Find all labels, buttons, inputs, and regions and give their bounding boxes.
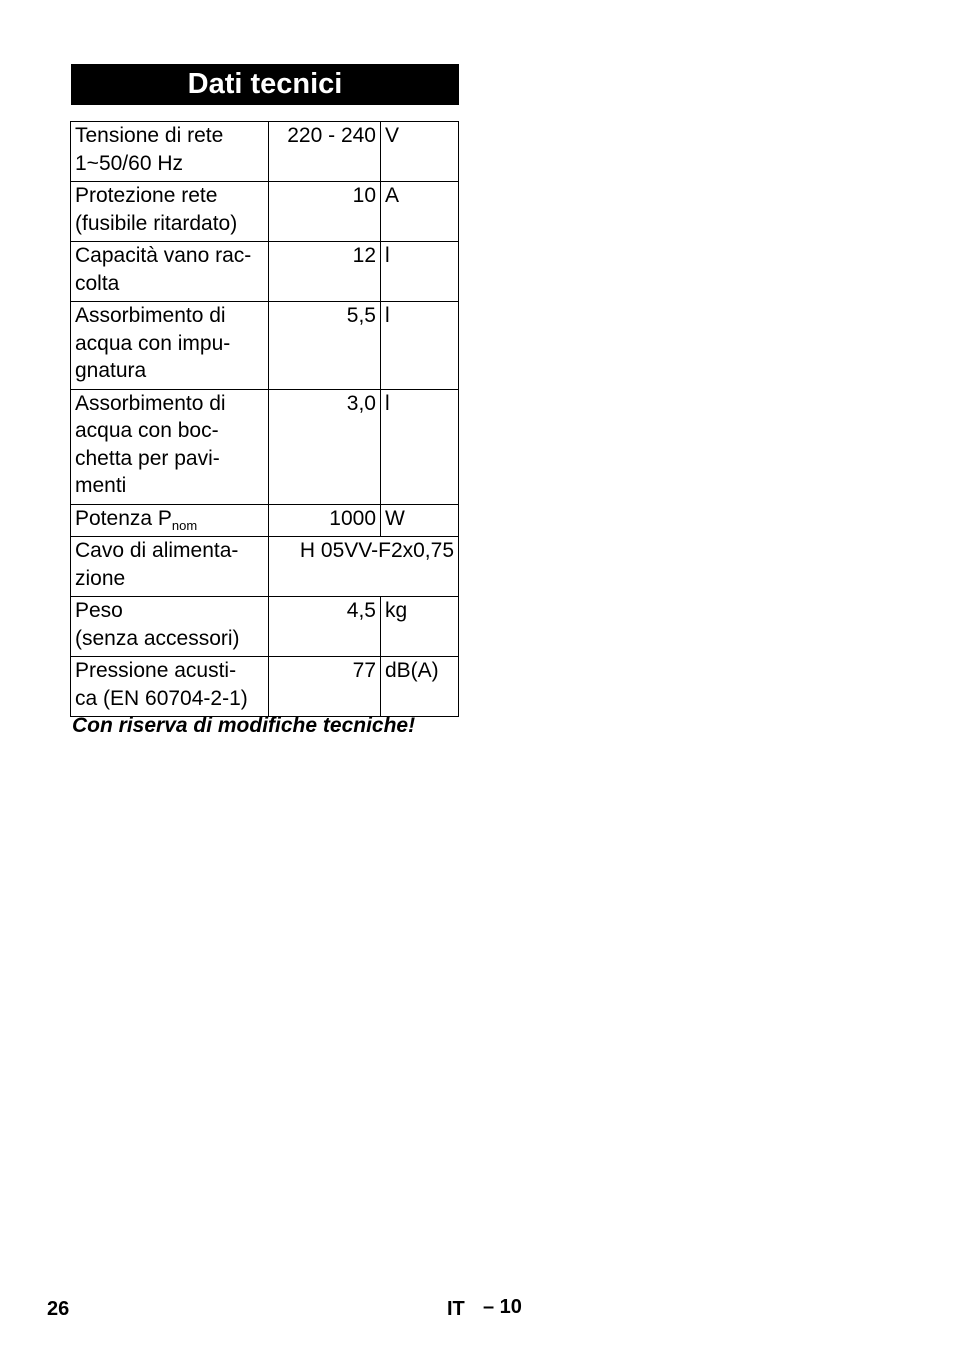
spec-value: 77 bbox=[269, 657, 381, 717]
spec-label: Assorbimento di acqua con boc- chetta per pavi- menti bbox=[71, 389, 269, 504]
spec-label: Peso (senza accessori) bbox=[71, 597, 269, 657]
spec-unit: kg bbox=[381, 597, 459, 657]
spec-unit: l bbox=[381, 389, 459, 504]
spec-label: Assorbimento di acqua con impu- gnatura bbox=[71, 302, 269, 390]
language-code: IT bbox=[447, 1298, 465, 1320]
spec-value: 10 bbox=[269, 182, 381, 242]
modification-note: Con riserva di modifiche tecniche! bbox=[72, 714, 416, 737]
table-row bbox=[71, 537, 459, 597]
spec-label: Pressione acusti- ca (EN 60704-2-1) bbox=[71, 657, 269, 717]
spec-unit: W bbox=[381, 504, 459, 537]
spec-label-text: Potenza P bbox=[75, 506, 172, 530]
section-page-ref: – 10 bbox=[483, 1296, 522, 1318]
spec-value: 3,0 bbox=[269, 389, 381, 504]
spec-value: 220 - 240 bbox=[269, 122, 381, 182]
table-row bbox=[71, 242, 459, 302]
table-row bbox=[71, 504, 459, 537]
spec-value: 4,5 bbox=[269, 597, 381, 657]
spec-label: Cavo di alimenta- zione bbox=[71, 537, 269, 597]
spec-label: Protezione rete (fusibile ritardato) bbox=[71, 182, 269, 242]
spec-label-subscript: nom bbox=[171, 517, 198, 533]
table-row bbox=[71, 389, 459, 504]
page-number: 26 bbox=[47, 1298, 70, 1320]
section-title: Dati tecnici bbox=[71, 64, 459, 105]
spec-unit: V bbox=[381, 122, 459, 182]
spec-unit: dB(A) bbox=[381, 657, 459, 717]
technical-data-table bbox=[70, 121, 459, 717]
table-row bbox=[71, 597, 459, 657]
table-row bbox=[71, 182, 459, 242]
spec-value: 5,5 bbox=[269, 302, 381, 390]
spec-value: 12 bbox=[269, 242, 381, 302]
spec-label: Tensione di rete 1~50/60 Hz bbox=[71, 122, 269, 182]
table-row bbox=[71, 122, 459, 182]
table-row bbox=[71, 657, 459, 717]
table-row bbox=[71, 302, 459, 390]
spec-value: 1000 bbox=[269, 504, 381, 537]
spec-value: H 05VV-F2x0,75 bbox=[269, 537, 459, 597]
spec-unit: A bbox=[381, 182, 459, 242]
spec-label: Capacità vano rac- colta bbox=[71, 242, 269, 302]
spec-unit: l bbox=[381, 242, 459, 302]
spec-label bbox=[71, 504, 269, 537]
spec-unit: l bbox=[381, 302, 459, 390]
